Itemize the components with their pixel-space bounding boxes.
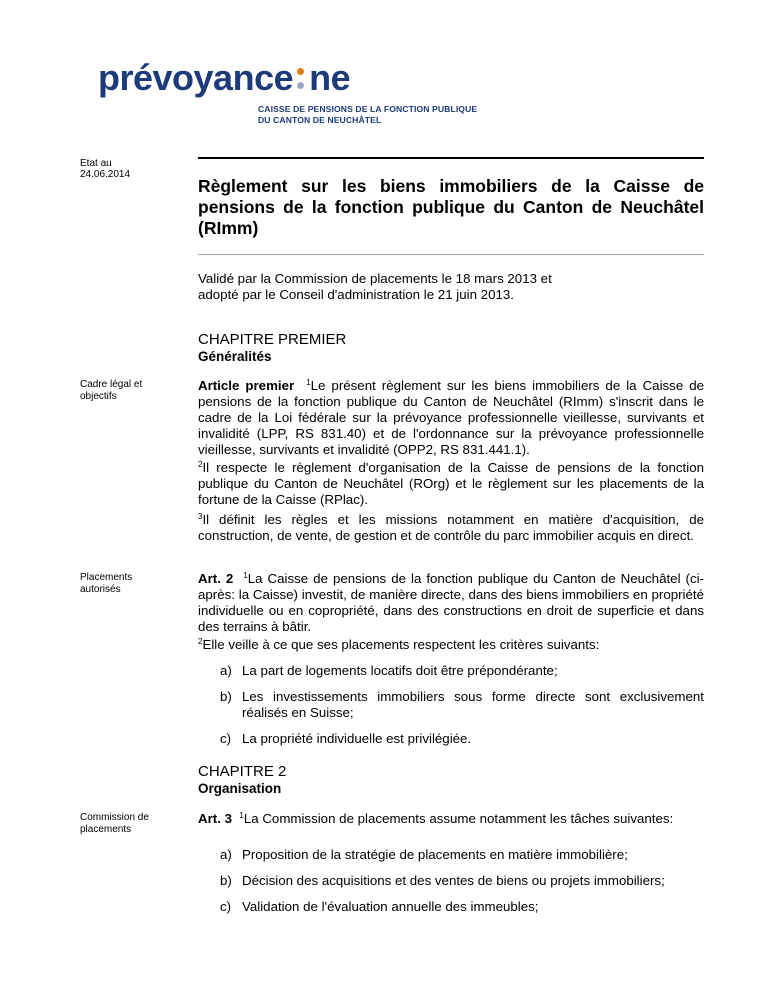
article-1-label: Article premier — [198, 378, 295, 393]
paragraph-text: Il définit les règles et les missions notamment en matière d'acquisition, de construction, de vente, de gestion et de contrôle du parc immobilier acquis en direct. — [198, 512, 704, 543]
margin-line: objectifs — [80, 391, 117, 402]
article-3-label: Art. 3 — [198, 811, 232, 826]
article-1-paragraph-3 — [198, 512, 704, 544]
list-item — [220, 731, 704, 747]
list-item-label: b) — [220, 689, 232, 704]
chapter-2-label: CHAPITRE 2 — [198, 763, 287, 780]
validation-note — [198, 271, 704, 303]
list-item-label: c) — [220, 899, 232, 914]
margin-note-legal-framework — [80, 379, 180, 403]
article-3-paragraph-1 — [198, 811, 704, 827]
paragraph-number: 1 — [239, 811, 244, 820]
list-item-text: Proposition de la stratégie de placements en matière immobilière; — [242, 847, 628, 862]
org-line-2: DU CANTON DE NEUCHÂTEL — [258, 115, 382, 125]
list-item — [220, 663, 704, 679]
margin-note-investment-commission — [80, 812, 180, 836]
list-item — [220, 899, 704, 915]
paragraph-text: Elle veille à ce que ses placements respectent les critères suivants: — [202, 637, 600, 652]
margin-line: placements — [80, 824, 132, 835]
paragraph-number: 1 — [243, 571, 248, 580]
chapter-2-title: Organisation — [198, 781, 282, 796]
paragraph-text: La Caisse de pensions de la fonction publique du Canton de Neuchâtel (ci-après: la Caisse) investit, de manière directe, dans des biens immobiliers en propriété individuelle ou en copropriété, dans des constructions en droit de superficie et dans des terrains à bâtir. — [198, 571, 704, 634]
chapter-1-label: CHAPITRE PREMIER — [198, 331, 347, 348]
org-line-1: CAISSE DE PENSIONS DE LA FONCTION PUBLIQUE — [258, 104, 478, 114]
list-item-text: Validation de l'évaluation annuelle des immeubles; — [242, 899, 539, 914]
state-date-value: 24.06.2014 — [80, 169, 131, 180]
logo-colon-icon — [294, 62, 308, 92]
paragraph-text: Il respecte le règlement d'organisation de la Caisse de pensions de la fonction publique du Canton de Neuchâtel (ROrg) et le règlement sur les placements de la fortune de la Caisse (RPlac). — [198, 460, 704, 507]
margin-line: Cadre légal et — [80, 379, 143, 390]
list-item-label: a) — [220, 663, 232, 678]
list-item-text: La part de logements locatifs doit être prépondérante; — [242, 663, 558, 678]
list-item-label: c) — [220, 731, 232, 746]
paragraph-number: 3 — [198, 512, 203, 521]
paragraph-number: 2 — [198, 637, 203, 646]
state-date — [80, 158, 130, 180]
document-title: Règlement sur les biens immobiliers de la Caisse de pensions de la fonction publique du Canton de Neuchâtel (RImm) — [198, 176, 704, 238]
divider-title — [198, 254, 704, 255]
article-2-paragraph-1 — [198, 571, 704, 635]
paragraph-number: 1 — [306, 378, 311, 387]
margin-note-authorized-investments — [80, 572, 180, 596]
article-1-paragraph-1 — [198, 378, 704, 458]
list-item — [220, 873, 704, 889]
divider-top — [198, 157, 704, 159]
list-item-label: b) — [220, 873, 232, 888]
validation-line-1: Validé par la Commission de placements le 18 mars 2013 et — [198, 271, 552, 286]
chapter-2-heading — [198, 763, 286, 797]
list-item-text: Les investissements immobiliers sous forme directe sont exclusivement réalisés en Suisse; — [242, 689, 704, 720]
article-2-label: Art. 2 — [198, 571, 234, 586]
logo-text-left: prévoyance — [98, 57, 294, 98]
paragraph-text: Le présent règlement sur les biens immobiliers de la Caisse de pensions de la fonction publique du Canton de Neuchâtel (RImm) s'inscrit dans le cadre de la Loi fédérale sur la prévoyance professionnelle vieillesse, survivants et invalidité (LPP, RS 831.40) et de l'ordonnance sur la prévoyance professionnelle vieillesse, survivants et invalidité (OPP2, RS 831.441.1). — [198, 378, 705, 457]
organization-name — [258, 104, 477, 126]
logo-text-right: ne — [309, 57, 351, 98]
list-item-label: a) — [220, 847, 232, 862]
list-item — [220, 689, 704, 721]
validation-line-2: adopté par le Conseil d'administration le 21 juin 2013. — [198, 287, 514, 302]
logo — [98, 58, 350, 98]
chapter-1-title: Généralités — [198, 349, 272, 364]
margin-line: autorisés — [80, 584, 121, 595]
list-item-text: La propriété individuelle est privilégiée. — [242, 731, 472, 746]
margin-line: Placements — [80, 572, 133, 583]
chapter-1-heading — [198, 331, 346, 365]
article-1-paragraph-2 — [198, 460, 704, 508]
paragraph-text: La Commission de placements assume notamment les tâches suivantes: — [243, 811, 674, 826]
paragraph-number: 2 — [198, 460, 203, 469]
list-item — [220, 847, 704, 863]
state-label: Etat au — [80, 158, 112, 169]
margin-line: Commission de — [80, 812, 149, 823]
article-2-paragraph-2 — [198, 637, 704, 653]
list-item-text: Décision des acquisitions et des ventes de biens ou projets immobiliers; — [242, 873, 665, 888]
